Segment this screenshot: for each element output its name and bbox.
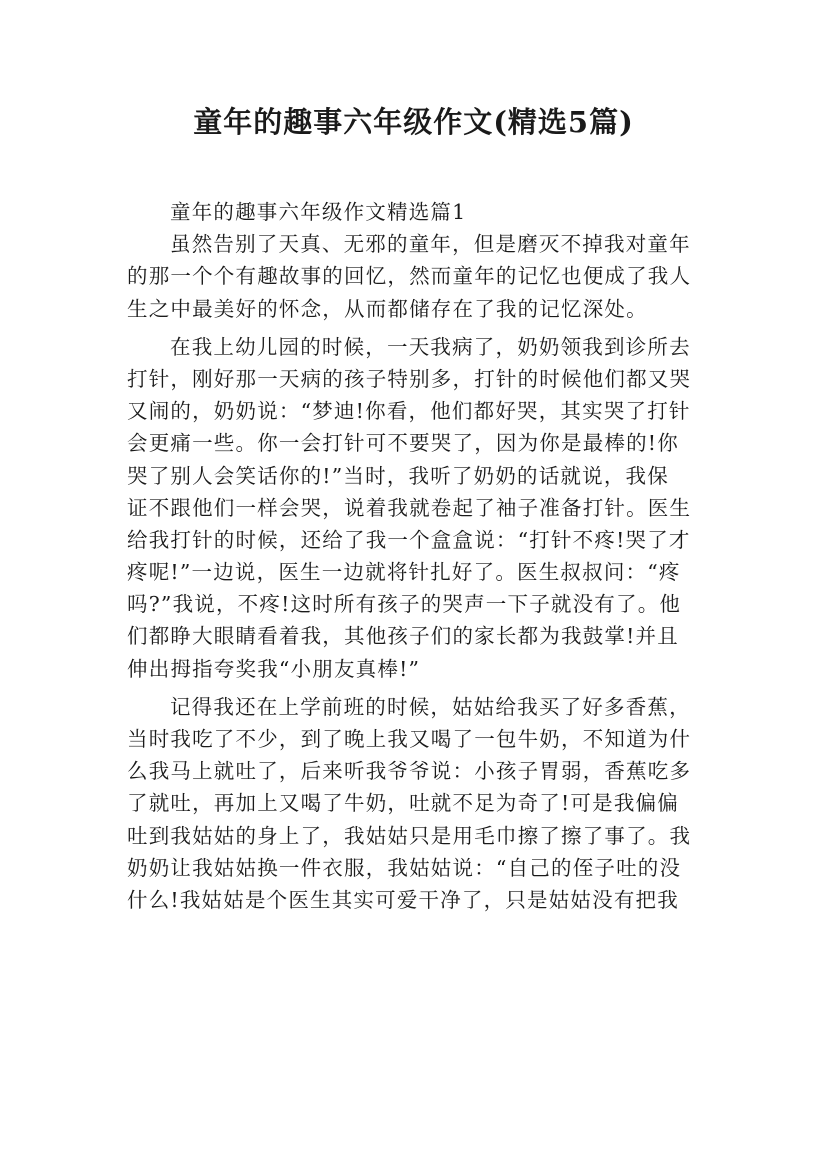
paragraph-2-line-9: 吗?”我说，不疼!这时所有孩子的哭声一下子就没有了。他 <box>127 592 682 617</box>
document-title: 童年的趣事六年级作文(精选5篇) <box>193 105 634 139</box>
paragraph-2-line-8: 疼呢!”一边说，医生一边就将针扎好了。医生叔叔问：“疼 <box>127 560 681 585</box>
paragraph-3-line-2: 当时我吃了不少，到了晚上我又喝了一包牛奶，不知道为什 <box>127 727 692 751</box>
paragraph-2-line-1: 在我上幼儿园的时候，一天我病了，奶奶领我到诊所去 <box>170 334 691 359</box>
paragraph-1-line-1: 虽然告别了天真、无邪的童年，但是磨灭不掉我对童年 <box>170 232 691 257</box>
paragraph-3-line-6: 奶奶让我姑姑换一件衣服，我姑姑说：“自己的侄子吐的没 <box>127 855 682 880</box>
document-body <box>127 196 705 916</box>
section-heading: 童年的趣事六年级作文精选篇1 <box>170 200 467 224</box>
paragraph-3-line-7: 什么!我姑姑是个医生其实可爱干净了，只是姑姑没有把我 <box>127 887 679 912</box>
paragraph-3-line-3: 么我马上就吐了，后来听我爷爷说：小孩子胃弱，香蕉吃多 <box>127 759 692 784</box>
paragraph-3-line-4: 了就吐，再加上又喝了牛奶，吐就不足为奇了!可是我偏偏 <box>127 791 679 816</box>
paragraph-3-line-5: 吐到我姑姑的身上了，我姑姑只是用毛巾擦了擦了事了。我 <box>127 823 692 848</box>
paragraph-2-line-10: 们都睁大眼睛看着我，其他孩子们的家长都为我鼓掌!并且 <box>127 624 679 649</box>
paragraph-2-line-4: 会更痛一些。你一会打针可不要哭了，因为你是最棒的!你 <box>127 431 679 456</box>
paragraph-2-line-6: 证不跟他们一样会哭，说着我就卷起了袖子准备打针。医生 <box>127 495 692 520</box>
paragraph-1-line-3: 生之中最美好的怀念，从而都储存在了我的记忆深处。 <box>127 296 648 321</box>
paragraph-3-line-1: 记得我还在上学前班的时候，姑姑给我买了好多香蕉， <box>170 694 691 719</box>
paragraph-2-line-11: 伸出拇指夸奖我“小朋友真棒!” <box>127 656 421 681</box>
paragraph-2-line-7: 给我打针的时候，还给了我一个盒盒说：“打针不疼!哭了才 <box>127 527 691 552</box>
paragraph-2-line-3: 又闹的，奶奶说：“梦迪!你看，他们都好哭，其实哭了打针 <box>127 399 691 424</box>
paragraph-1-line-2: 的那一个个有趣故事的回忆，然而童年的记忆也便成了我人 <box>127 264 692 289</box>
paragraph-2-line-5: 哭了别人会笑话你的!”当时，我听了奶奶的话就说，我保 <box>127 463 669 488</box>
paragraph-2-line-2: 打针，刚好那一天病的孩子特别多，打针的时候他们都又哭 <box>127 366 692 391</box>
